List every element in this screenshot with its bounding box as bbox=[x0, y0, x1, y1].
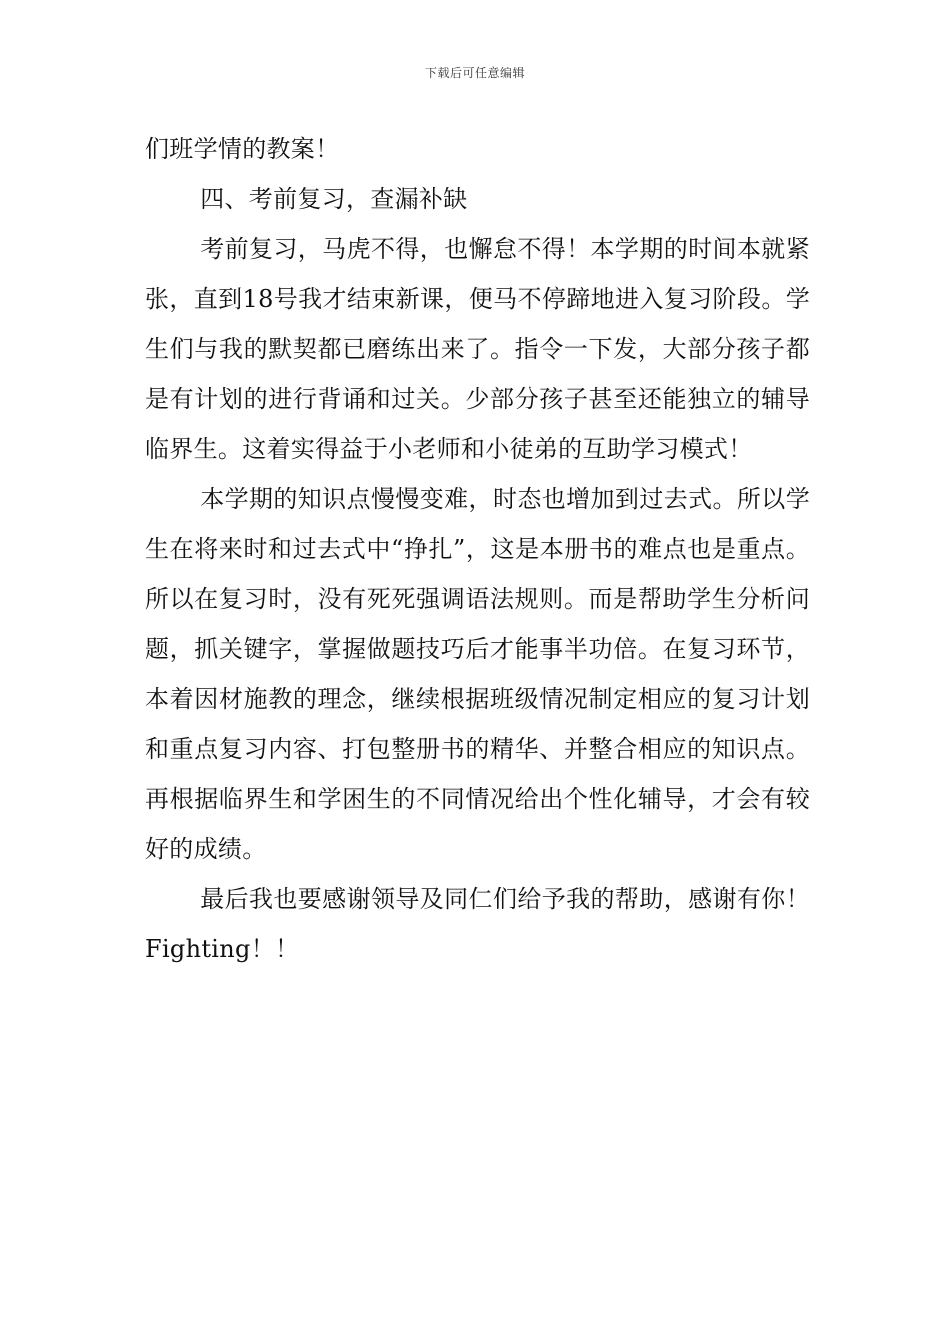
paragraph-review: 考前复习，马虎不得，也懈怠不得！本学期的时间本就紧张，直到18号我才结束新课，便马不停蹄地进入复习阶段。学生们与我的默契都已磨练出来了。指令一下发，大部分孩子都是有计划的进行背诵和过关。少部分孩子甚至还能独立的辅导临界生。这着实得益于小老师和小徒弟的互助学习模式！ bbox=[145, 235, 810, 463]
page-header: 下载后可任意编辑 bbox=[424, 66, 525, 80]
document-body bbox=[145, 124, 810, 974]
paragraph-continuation: 们班学情的教案！ bbox=[145, 135, 340, 163]
paragraph-knowledge: 本学期的知识点慢慢变难，时态也增加到过去式。所以学生在将来时和过去式中“挣扎”，这是本册书的难点也是重点。所以在复习时，没有死死强调语法规则。而是帮助学生分析问题，抓关键字，掌握做题技巧后才能事半功倍。在复习环节，本着因材施教的理念，继续根据班级情况制定相应的复习计划和重点复习内容、打包整册书的精华、并整合相应的知识点。再根据临界生和学困生的不同情况给出个性化辅导，才会有较好的成绩。 bbox=[145, 485, 810, 863]
section-heading: 四、考前复习，查漏补缺 bbox=[200, 185, 468, 213]
paragraph-thanks: 最后我也要感谢领导及同仁们给予我的帮助，感谢有你！Fighting！！ bbox=[145, 885, 810, 963]
